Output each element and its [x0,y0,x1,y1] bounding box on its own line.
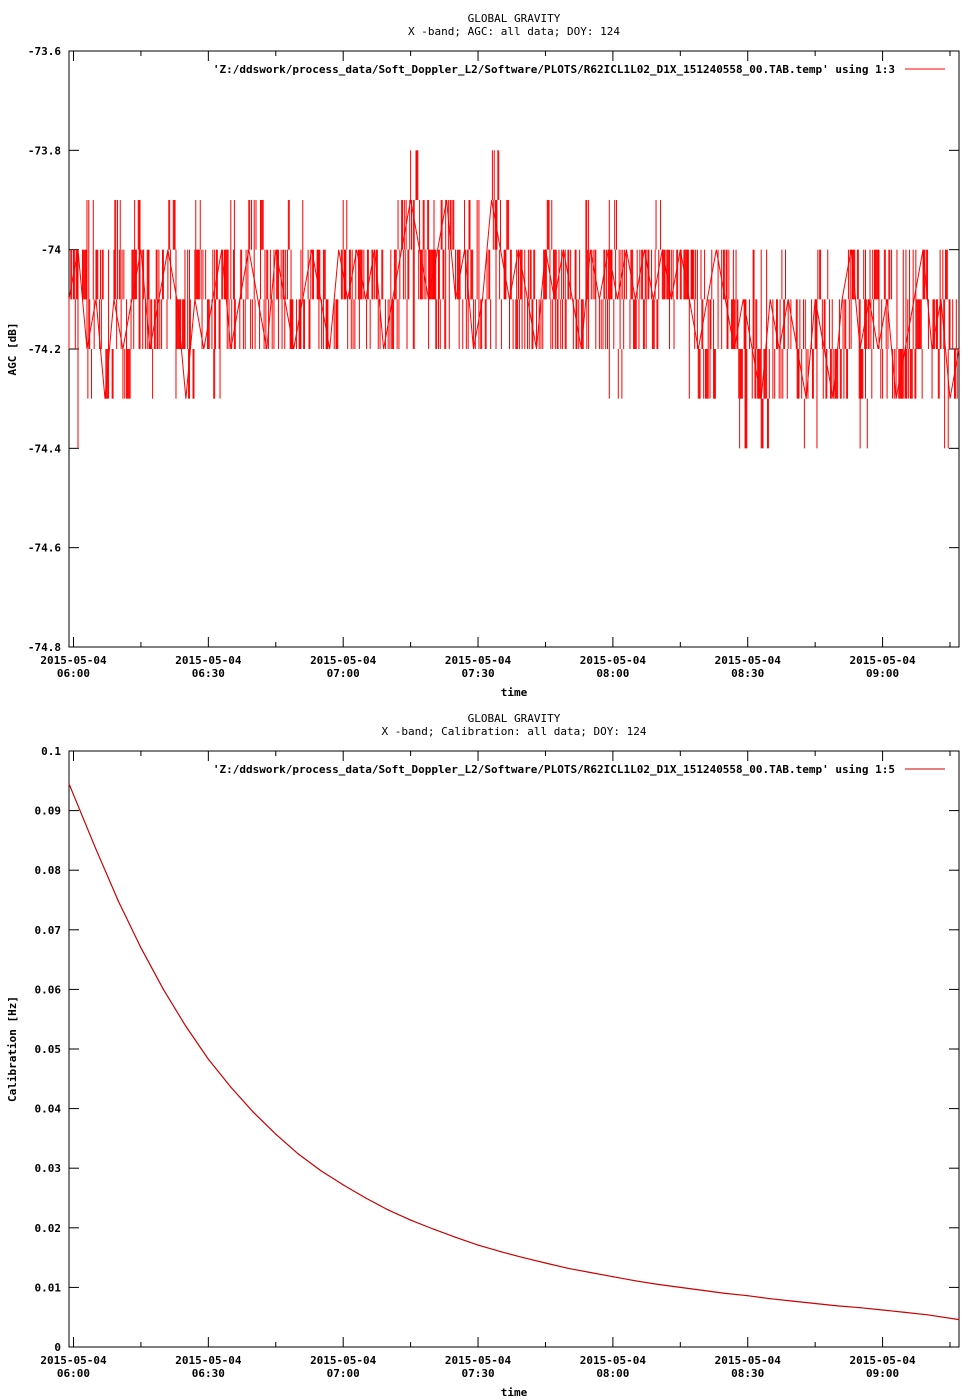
chart2-y-tick-label: 0.01 [34,1281,61,1295]
chart2-data-point [702,1290,703,1291]
chart2-data-point [455,1237,456,1238]
chart2-x-tick-label-time: 08:30 [731,1367,765,1380]
chart2-y-tick-label: 0.05 [34,1043,61,1056]
chart2-x-tick-label-time: 06:00 [56,1367,91,1380]
chart1-x-tick-label-date: 2015-05-04 [579,654,647,667]
chart2-y-tick-label: 0.04 [34,1102,61,1116]
chart2-data-point [958,1319,959,1320]
chart1-x-tick-label-time: 06:30 [191,667,225,680]
chart2-data-point [388,1209,389,1210]
chart1-x-tick-label-date: 2015-05-04 [849,654,916,667]
chart1-x-tick-label-date: 2015-05-04 [444,654,512,667]
chart2-data-point [770,1298,771,1299]
chart2-subtitle: X -band; Calibration: all data; DOY: 124 [381,725,647,738]
chart2-data-point [140,947,141,948]
chart2-data-point [500,1251,501,1252]
chart2-data-point [365,1197,366,1198]
chart1-x-tick-label-time: 06:00 [56,667,91,680]
chart2-data-point [253,1112,254,1113]
chart2-x-tick-label-date: 2015-05-04 [714,1354,781,1367]
chart2-x-tick-label-date: 2015-05-04 [444,1354,512,1367]
chart2-data-point [433,1228,434,1229]
chart2-data-point [230,1087,231,1088]
chart1-y-tick-label: -74.2 [27,343,61,356]
chart1-legend-label: 'Z:/ddswork/process_data/Soft_Doppler_L2/Software/PLOTS/R62ICL1L02_D1X_151240558_00.TAB.temp' using 1:3 [212,63,895,76]
chart2-data-point [477,1245,478,1246]
chart2-data-point [185,1026,186,1027]
chart2-y-tick-label: 0 [54,1341,61,1354]
chart2-data-point [747,1295,748,1296]
chart1-x-tick-label-time: 08:00 [596,667,630,680]
chart2-data-point [590,1272,591,1273]
chart2-data-point [298,1153,299,1154]
chart1-y-axis-label: AGC [dB] [6,322,19,376]
chart2-title: GLOBAL GRAVITY [467,712,561,725]
chart2-data-point [612,1276,613,1277]
chart2-data-point [635,1280,636,1281]
chart2-y-tick-label: 0.03 [34,1162,61,1176]
chart2-legend-label: 'Z:/ddswork/process_data/Soft_Doppler_L2/Software/PLOTS/R62ICL1L02_D1X_151240558_00.TAB.temp' using 1:5 [212,763,895,776]
chart1-x-axis-label: time [500,686,528,699]
chart1-subtitle: X -band; AGC: all data; DOY: 124 [408,25,620,38]
chart1-y-tick-label: -74.6 [27,541,61,555]
chart2-data-point [410,1220,411,1221]
chart1-x-tick-label-date: 2015-05-04 [310,654,377,667]
chart2-x-tick-label-time: 07:00 [326,1367,360,1380]
chart2-data-point [320,1170,321,1171]
chart1-y-tick-label: -74 [41,243,61,257]
chart2-data-point [882,1309,883,1310]
chart2-x-axis-label: time [500,1386,528,1399]
chart2-data-point [567,1268,568,1269]
chart2-data-point [680,1287,681,1288]
chart1-x-tick-label-date: 2015-05-04 [714,654,781,667]
chart2-x-tick-label-time: 07:30 [461,1367,495,1380]
chart2-y-tick-label: 0.07 [34,923,61,937]
chart2-y-tick-label: 0.08 [34,864,61,878]
chart2-x-tick-label-date: 2015-05-04 [40,1354,107,1367]
chart2-data-point [792,1301,793,1302]
chart1-x-tick-label-time: 07:00 [326,667,360,680]
chart2-x-tick-label-time: 06:30 [191,1367,225,1380]
chart2-data-point [657,1284,658,1285]
chart1-x-tick-label-date: 2015-05-04 [40,654,107,667]
chart1-y-tick-label: -74.8 [27,641,61,654]
chart1-x-tick-label-time: 08:30 [731,667,765,680]
chart2-x-tick-label-time: 08:00 [596,1367,630,1380]
chart1-y-tick-label: -74.4 [27,442,61,456]
chart2-data-point [837,1305,838,1306]
chart2-data-point [815,1303,816,1304]
chart1-x-tick-label-time: 07:30 [461,667,495,680]
chart2-data-point [860,1307,861,1308]
chart2-x-tick-label-date: 2015-05-04 [310,1354,377,1367]
chart1-x-tick-label-time: 09:00 [866,667,900,680]
chart2-data-point [95,849,96,850]
chart2-x-tick-label-date: 2015-05-04 [849,1354,916,1367]
chart2-y-axis-label: Calibration [Hz] [6,996,19,1102]
chart2-data-point [118,901,119,902]
chart2-data-point [275,1134,276,1135]
chart2-x-tick-label-date: 2015-05-04 [175,1354,242,1367]
chart2-data-point [905,1312,906,1313]
chart2-y-tick-label: 0.1 [41,745,61,758]
chart2-data-point [163,989,164,990]
chart2-data-point [208,1059,209,1060]
chart2-series-line [69,784,959,1320]
chart2-data-point [927,1314,928,1315]
chart2-data-point [725,1293,726,1294]
chart2-data-point [68,783,69,784]
chart2-plot-frame [69,751,959,1347]
chart2-data-point [343,1184,344,1185]
chart1-title: GLOBAL GRAVITY [467,12,561,25]
chart2-x-tick-label-time: 09:00 [866,1367,900,1380]
chart1-x-tick-label-date: 2015-05-04 [175,654,242,667]
chart2-y-tick-label: 0.02 [34,1221,61,1235]
chart2-data-point [545,1262,546,1263]
chart1-y-tick-label: -73.6 [27,45,61,58]
chart2-y-tick-label: 0.06 [34,983,61,997]
chart1-y-tick-label: -73.8 [27,144,61,158]
chart2-data-point [522,1257,523,1258]
chart2-y-tick-label: 0.09 [34,804,61,818]
chart2-x-tick-label-date: 2015-05-04 [579,1354,647,1367]
